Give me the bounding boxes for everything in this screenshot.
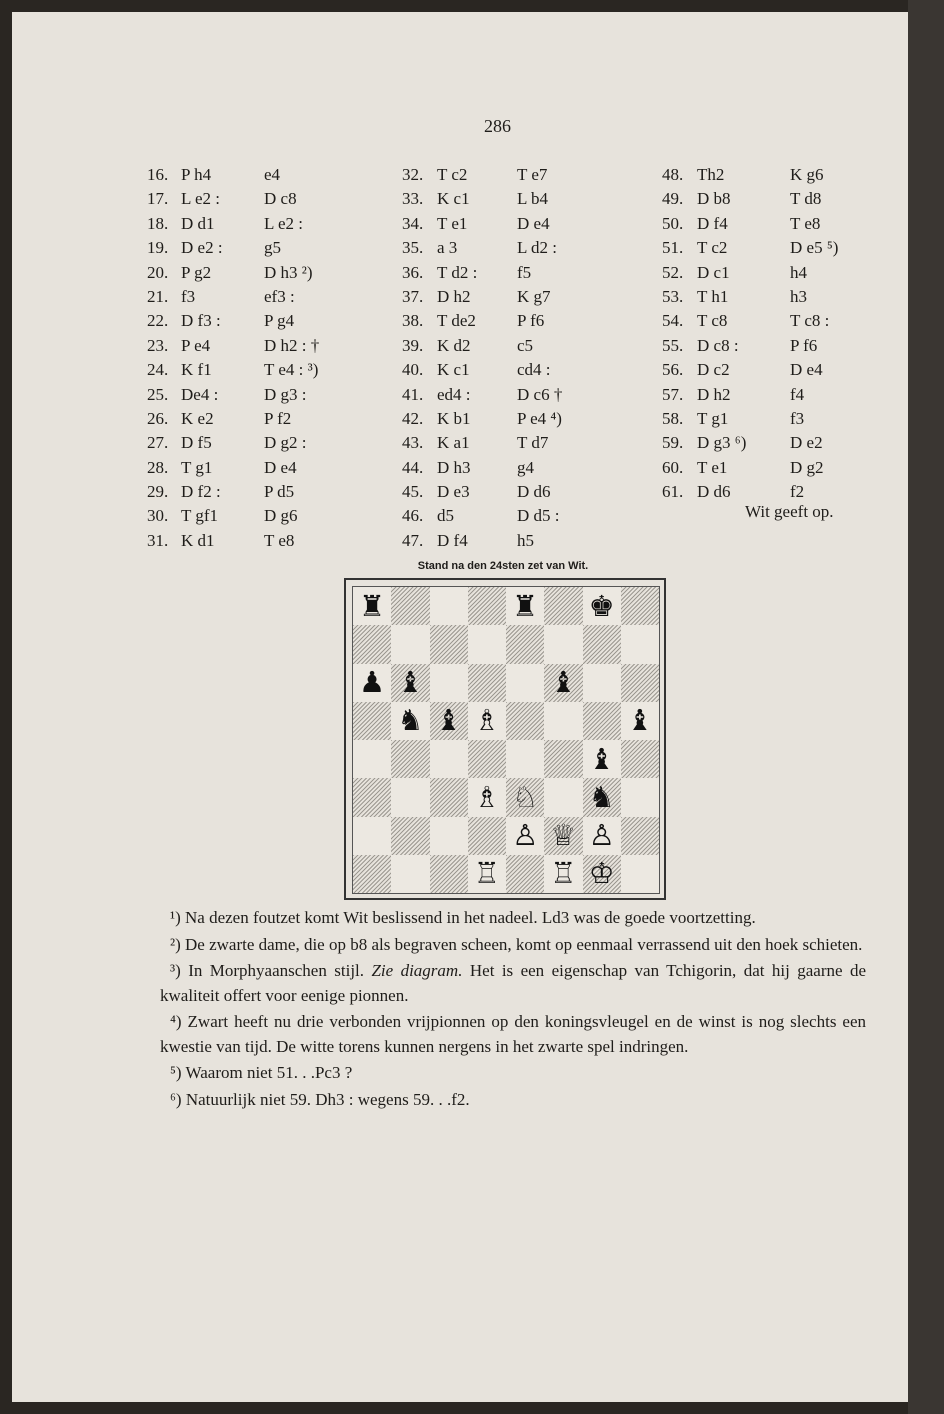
move-row bbox=[402, 261, 582, 285]
white-move: D c8 : bbox=[697, 335, 739, 355]
black-move: D g6 bbox=[264, 506, 298, 526]
board-square bbox=[468, 664, 506, 702]
move-row bbox=[662, 456, 862, 480]
move-row bbox=[147, 456, 327, 480]
black-move: D d6 bbox=[517, 482, 551, 502]
board-square bbox=[353, 625, 391, 663]
chess-piece-icon: ♝ bbox=[626, 703, 653, 738]
white-move: T h1 bbox=[697, 286, 729, 306]
move-row bbox=[662, 261, 862, 285]
black-move: e4 bbox=[264, 165, 281, 184]
white-move: D b8 bbox=[697, 189, 731, 209]
move-row bbox=[147, 187, 327, 211]
move-number: 56. bbox=[662, 360, 684, 380]
move-row bbox=[147, 309, 327, 333]
chess-piece-icon: ♚ bbox=[588, 588, 615, 623]
move-number: 43. bbox=[402, 433, 424, 453]
move-number: 58. bbox=[662, 408, 684, 428]
move-number: 25. bbox=[147, 384, 169, 404]
move-row bbox=[402, 334, 582, 358]
white-move: a 3 bbox=[437, 238, 458, 258]
black-move: P f2 bbox=[264, 408, 292, 428]
board-square bbox=[506, 664, 544, 702]
black-move: c5 bbox=[517, 335, 534, 355]
white-move: ed4 : bbox=[437, 384, 471, 404]
move-row bbox=[402, 504, 582, 528]
board-square bbox=[430, 778, 468, 816]
moves-column-1 bbox=[147, 163, 327, 553]
board-square bbox=[621, 625, 659, 663]
move-number: 26. bbox=[147, 408, 169, 428]
black-move: g4 bbox=[517, 457, 534, 477]
move-row bbox=[402, 212, 582, 236]
move-row bbox=[402, 163, 582, 187]
board-square bbox=[391, 740, 429, 778]
scan-edge bbox=[908, 0, 944, 1414]
move-number: 42. bbox=[402, 408, 424, 428]
footnote-6: ⁶) Natuurlijk niet 59. Dh3 : wegens 59. . .f2. bbox=[170, 1089, 470, 1109]
black-move: D g3 : bbox=[264, 384, 307, 404]
chess-piece-icon: ♙ bbox=[588, 818, 615, 853]
board-square bbox=[391, 817, 429, 855]
black-move: P d5 bbox=[264, 482, 295, 502]
chess-piece-icon: ♝ bbox=[588, 741, 615, 776]
board-square bbox=[468, 740, 506, 778]
white-move: D h2 bbox=[437, 286, 471, 306]
chess-piece-icon: ♜ bbox=[359, 588, 386, 623]
black-move: ef3 : bbox=[264, 286, 295, 306]
move-row bbox=[662, 309, 862, 333]
board-square bbox=[506, 778, 544, 816]
move-row bbox=[662, 407, 862, 431]
chess-piece-icon: ♗ bbox=[473, 703, 500, 738]
black-move: f2 bbox=[790, 482, 805, 502]
black-move: L e2 : bbox=[264, 213, 304, 233]
move-row bbox=[402, 285, 582, 309]
move-number: 51. bbox=[662, 238, 684, 258]
board-square bbox=[468, 817, 506, 855]
white-move: P g2 bbox=[181, 262, 212, 282]
black-move: D h3 ²) bbox=[264, 262, 313, 282]
chess-piece-icon: ♜ bbox=[512, 588, 539, 623]
move-row bbox=[402, 456, 582, 480]
footnote-1: ¹) Na dezen foutzet komt Wit beslissend in het nadeel. Ld3 was de goede voortzetting. bbox=[170, 908, 756, 927]
move-number: 38. bbox=[402, 311, 424, 331]
footnotes bbox=[160, 906, 866, 1114]
move-number: 18. bbox=[147, 213, 169, 233]
board-square bbox=[621, 855, 659, 893]
move-row bbox=[147, 431, 327, 455]
move-number: 55. bbox=[662, 335, 684, 355]
black-move: D e4 bbox=[790, 360, 823, 380]
board-square bbox=[468, 855, 506, 893]
board-square bbox=[353, 587, 391, 625]
move-number: 53. bbox=[662, 286, 684, 306]
diagram-caption: Stand na den 24sten zet van Wit. bbox=[417, 560, 589, 572]
board-square bbox=[391, 587, 429, 625]
black-move: P g4 bbox=[264, 311, 295, 331]
black-move: P e4 ⁴) bbox=[517, 408, 562, 428]
white-move: L e2 : bbox=[181, 189, 221, 209]
board-square bbox=[430, 855, 468, 893]
move-number: 40. bbox=[402, 360, 424, 380]
move-row bbox=[402, 236, 582, 260]
footnote-4: ⁴) Zwart heeft nu drie verbonden vrijpionnen op den koningsvleugel en de winst is nog slechts een kwestie van tijd. De witte torens kunnen nergens in het zwarte spel indringen. bbox=[160, 1012, 866, 1056]
move-row bbox=[147, 358, 327, 382]
move-number: 61. bbox=[662, 482, 684, 502]
move-row bbox=[147, 236, 327, 260]
white-move: f3 bbox=[181, 286, 196, 306]
move-number: 36. bbox=[402, 262, 424, 282]
move-number: 33. bbox=[402, 189, 424, 209]
page-number: 286 bbox=[484, 116, 511, 136]
board-square bbox=[391, 855, 429, 893]
black-move: cd4 : bbox=[517, 360, 551, 380]
move-row bbox=[662, 236, 862, 260]
move-number: 57. bbox=[662, 384, 684, 404]
chess-piece-icon: ♙ bbox=[512, 818, 539, 853]
board-square bbox=[430, 587, 468, 625]
black-move: T e7 bbox=[517, 165, 548, 184]
black-move: f5 bbox=[517, 262, 532, 282]
white-move: D f4 bbox=[697, 213, 728, 233]
white-move: T e1 bbox=[437, 213, 468, 233]
chess-piece-icon: ♕ bbox=[550, 818, 577, 853]
move-number: 60. bbox=[662, 457, 684, 477]
board-square bbox=[391, 778, 429, 816]
chess-piece-icon: ♘ bbox=[512, 779, 539, 814]
board-square bbox=[468, 778, 506, 816]
chess-piece-icon: ♔ bbox=[588, 856, 615, 891]
move-number: 28. bbox=[147, 457, 169, 477]
move-number: 32. bbox=[402, 165, 424, 184]
chess-piece-icon: ♞ bbox=[588, 779, 615, 814]
white-move: d5 bbox=[437, 506, 454, 526]
chess-piece-icon: ♝ bbox=[550, 665, 577, 700]
board-square bbox=[353, 817, 391, 855]
move-number: 54. bbox=[662, 311, 684, 331]
black-move: D h2 : † bbox=[264, 335, 320, 355]
board-square bbox=[583, 587, 621, 625]
board-square bbox=[430, 740, 468, 778]
move-row bbox=[147, 261, 327, 285]
white-move: D d6 bbox=[697, 482, 731, 502]
white-move: De4 : bbox=[181, 384, 219, 404]
move-row bbox=[402, 187, 582, 211]
black-move: D e2 bbox=[790, 433, 823, 453]
board-square bbox=[506, 625, 544, 663]
black-move: T d7 bbox=[517, 433, 549, 453]
white-move: D g3 ⁶) bbox=[697, 433, 747, 453]
board-square bbox=[506, 740, 544, 778]
move-number: 46. bbox=[402, 506, 424, 526]
white-move: D c1 bbox=[697, 262, 730, 282]
move-row bbox=[147, 285, 327, 309]
move-row bbox=[662, 383, 862, 407]
chess-piece-icon: ♖ bbox=[473, 856, 500, 891]
black-move: P f6 bbox=[790, 335, 818, 355]
board-square bbox=[621, 664, 659, 702]
board-square bbox=[621, 817, 659, 855]
footnote-5: ⁵) Waarom niet 51. . .Pc3 ? bbox=[170, 1063, 353, 1082]
move-row bbox=[147, 407, 327, 431]
chess-diagram bbox=[344, 578, 666, 900]
move-number: 44. bbox=[402, 457, 424, 477]
board-square bbox=[621, 740, 659, 778]
black-move: D e4 bbox=[264, 457, 297, 477]
move-number: 41. bbox=[402, 384, 424, 404]
white-move: K a1 bbox=[437, 433, 470, 453]
move-number: 19. bbox=[147, 238, 169, 258]
move-row bbox=[662, 285, 862, 309]
board-square bbox=[583, 625, 621, 663]
board-square bbox=[544, 778, 582, 816]
white-move: P h4 bbox=[181, 165, 212, 184]
black-move: P f6 bbox=[517, 311, 545, 331]
board-square bbox=[544, 855, 582, 893]
move-row bbox=[147, 163, 327, 187]
board-square bbox=[430, 664, 468, 702]
board-square bbox=[583, 740, 621, 778]
board-square bbox=[430, 702, 468, 740]
black-move: D c6 † bbox=[517, 384, 563, 404]
move-number: 59. bbox=[662, 433, 684, 453]
white-move: D f5 bbox=[181, 433, 212, 453]
move-number: 37. bbox=[402, 286, 424, 306]
move-number: 39. bbox=[402, 335, 424, 355]
board-square bbox=[468, 702, 506, 740]
board-square bbox=[621, 587, 659, 625]
move-number: 17. bbox=[147, 189, 169, 209]
white-move: K c1 bbox=[437, 189, 470, 209]
white-move: K d2 bbox=[437, 335, 471, 355]
board-square bbox=[353, 778, 391, 816]
board-square bbox=[353, 855, 391, 893]
footnote-2: ²) De zwarte dame, die op b8 als begraven scheen, komt op eenmaal verrassend uit den hoek schieten. bbox=[170, 934, 863, 954]
black-move: K g7 bbox=[517, 286, 551, 306]
white-move: D h2 bbox=[697, 384, 731, 404]
board-square bbox=[544, 817, 582, 855]
move-number: 20. bbox=[147, 262, 169, 282]
white-move: P e4 bbox=[181, 335, 211, 355]
moves-column-2 bbox=[402, 163, 582, 553]
move-row bbox=[402, 431, 582, 455]
move-number: 34. bbox=[402, 213, 424, 233]
move-number: 22. bbox=[147, 311, 169, 331]
move-row bbox=[662, 480, 862, 504]
board-square bbox=[391, 625, 429, 663]
move-row bbox=[147, 212, 327, 236]
move-row bbox=[662, 358, 862, 382]
board-square bbox=[353, 740, 391, 778]
board-square bbox=[430, 817, 468, 855]
white-move: T d2 : bbox=[437, 262, 478, 282]
move-number: 16. bbox=[147, 165, 169, 184]
move-number: 21. bbox=[147, 286, 169, 306]
board-square bbox=[583, 817, 621, 855]
white-move: D f2 : bbox=[181, 482, 221, 502]
black-move: T c8 : bbox=[790, 311, 830, 331]
move-number: 49. bbox=[662, 189, 684, 209]
white-move: T gf1 bbox=[181, 506, 218, 526]
move-number: 52. bbox=[662, 262, 684, 282]
move-number: 45. bbox=[402, 482, 424, 502]
board-square bbox=[544, 587, 582, 625]
black-move: h4 bbox=[790, 262, 807, 282]
black-move: T e8 bbox=[790, 213, 821, 233]
white-move: D h3 bbox=[437, 457, 471, 477]
board-square bbox=[353, 702, 391, 740]
board-square bbox=[468, 587, 506, 625]
black-move: L b4 bbox=[517, 189, 549, 209]
board-square bbox=[506, 817, 544, 855]
moves-column-3 bbox=[662, 163, 862, 504]
white-move: D c2 bbox=[697, 360, 730, 380]
chess-piece-icon: ♖ bbox=[550, 856, 577, 891]
black-move: h5 bbox=[517, 530, 534, 550]
white-move: K d1 bbox=[181, 530, 215, 550]
white-move: K c1 bbox=[437, 360, 470, 380]
white-move: D f4 bbox=[437, 530, 468, 550]
black-move: f4 bbox=[790, 384, 805, 404]
move-number: 50. bbox=[662, 213, 684, 233]
move-row bbox=[662, 334, 862, 358]
move-row bbox=[147, 504, 327, 528]
move-row bbox=[402, 480, 582, 504]
white-move: T c2 bbox=[437, 165, 468, 184]
board-square bbox=[353, 664, 391, 702]
move-row bbox=[402, 358, 582, 382]
move-row bbox=[402, 529, 582, 553]
move-row bbox=[662, 212, 862, 236]
black-move: D e4 bbox=[517, 213, 550, 233]
white-move: D e2 : bbox=[181, 238, 223, 258]
chess-piece-icon: ♝ bbox=[397, 665, 424, 700]
move-row bbox=[662, 187, 862, 211]
move-row bbox=[402, 309, 582, 333]
board-square bbox=[583, 778, 621, 816]
black-move: h3 bbox=[790, 286, 807, 306]
white-move: D f3 : bbox=[181, 311, 221, 331]
board-square bbox=[506, 587, 544, 625]
board-square bbox=[506, 855, 544, 893]
board-square bbox=[544, 664, 582, 702]
board-square bbox=[506, 702, 544, 740]
board-square bbox=[391, 664, 429, 702]
black-move: D g2 : bbox=[264, 433, 307, 453]
board-square bbox=[583, 855, 621, 893]
white-move: K f1 bbox=[181, 360, 212, 380]
white-move: T g1 bbox=[697, 408, 729, 428]
black-move: K g6 bbox=[790, 165, 824, 184]
white-move: T g1 bbox=[181, 457, 213, 477]
chess-piece-icon: ♗ bbox=[473, 779, 500, 814]
chess-board bbox=[352, 586, 660, 894]
white-move: K b1 bbox=[437, 408, 471, 428]
move-number: 47. bbox=[402, 530, 424, 550]
move-number: 30. bbox=[147, 506, 169, 526]
white-move: Th2 bbox=[697, 165, 725, 184]
board-square bbox=[544, 702, 582, 740]
move-row bbox=[662, 163, 862, 187]
move-row bbox=[147, 334, 327, 358]
white-move: D d1 bbox=[181, 213, 215, 233]
move-row bbox=[147, 383, 327, 407]
move-row bbox=[402, 383, 582, 407]
black-move: g5 bbox=[264, 238, 281, 258]
move-number: 48. bbox=[662, 165, 684, 184]
move-number: 24. bbox=[147, 360, 169, 380]
board-square bbox=[583, 702, 621, 740]
move-row bbox=[147, 529, 327, 553]
chess-piece-icon: ♞ bbox=[397, 703, 424, 738]
board-square bbox=[544, 740, 582, 778]
white-move: D e3 bbox=[437, 482, 470, 502]
move-number: 27. bbox=[147, 433, 169, 453]
game-result: Wit geeft op. bbox=[745, 502, 834, 521]
black-move: D d5 : bbox=[517, 506, 560, 526]
white-move: K e2 bbox=[181, 408, 214, 428]
black-move: L d2 : bbox=[517, 238, 557, 258]
board-square bbox=[583, 664, 621, 702]
move-number: 31. bbox=[147, 530, 169, 550]
black-move: T e8 bbox=[264, 530, 295, 550]
board-square bbox=[621, 702, 659, 740]
black-move: D g2 bbox=[790, 457, 824, 477]
board-square bbox=[468, 625, 506, 663]
board-square bbox=[430, 625, 468, 663]
black-move: D e5 ⁵) bbox=[790, 238, 839, 258]
move-row bbox=[402, 407, 582, 431]
black-move: T e4 : ³) bbox=[264, 360, 319, 380]
footnote-3: ³) In Morphyaanschen stijl. Zie diagram. Het is een eigenschap van Tchigorin, dat hij gaarne de kwaliteit offert voor eenige pionnen. bbox=[160, 961, 867, 1005]
chess-piece-icon: ♟ bbox=[359, 665, 386, 700]
move-number: 29. bbox=[147, 482, 169, 502]
move-number: 35. bbox=[402, 238, 424, 258]
black-move: T d8 bbox=[790, 189, 822, 209]
move-row bbox=[147, 480, 327, 504]
white-move: T e1 bbox=[697, 457, 728, 477]
black-move: f3 bbox=[790, 408, 805, 428]
white-move: T de2 bbox=[437, 311, 476, 331]
board-square bbox=[544, 625, 582, 663]
white-move: T c2 bbox=[697, 238, 728, 258]
white-move: T c8 bbox=[697, 311, 728, 331]
board-square bbox=[391, 702, 429, 740]
chess-piece-icon: ♝ bbox=[435, 703, 462, 738]
board-square bbox=[621, 778, 659, 816]
black-move: D c8 bbox=[264, 189, 297, 209]
move-row bbox=[662, 431, 862, 455]
move-number: 23. bbox=[147, 335, 169, 355]
